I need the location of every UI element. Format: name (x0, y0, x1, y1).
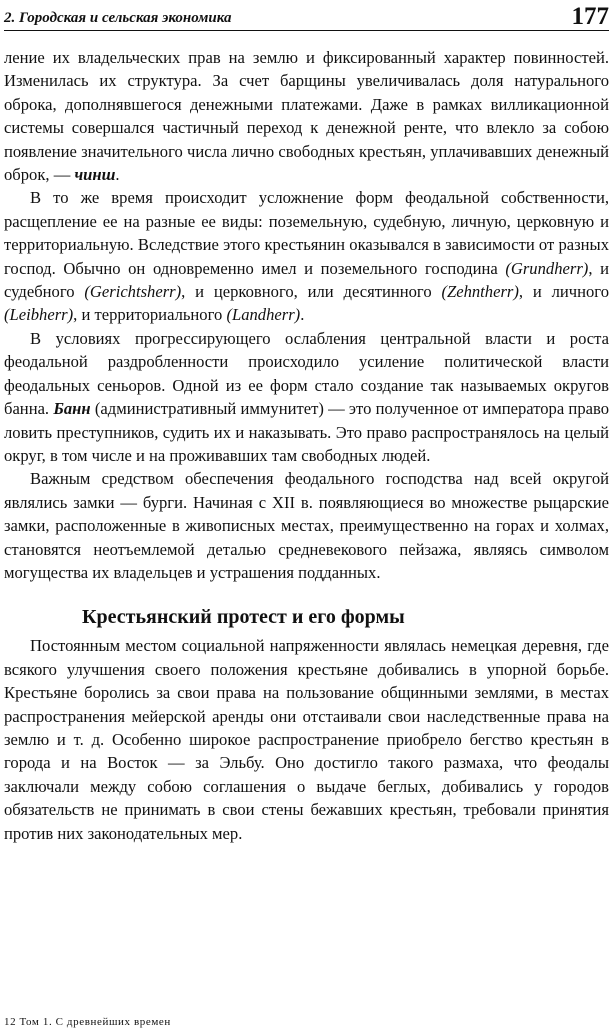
term-zehntherr: (Zehntherr) (441, 282, 519, 302)
term-landherr: (Landherr) (226, 305, 301, 325)
paragraph-1 (4, 46, 609, 186)
paragraph-2-text-e: , и территориального (73, 305, 227, 325)
paragraph-1-end: . (115, 165, 120, 185)
paragraph-3-text-b: (административный иммунитет) — это полученное от императора право ловить преступников, судить их и наказывать. Это право распространялось на целый округ, в том числе и на проживавших там свободных людей. (4, 399, 609, 465)
paragraph-5: Постоянным местом социальной напряженности являлась немецкая деревня, где всякого улучшения своего положения крестьяне добивались в упорной борьбе. Крестьяне боролись за свои права на пользование общинными землями, в местах распространения мейерской аренды они отстаивали свои наследственные права на землю и т. д. Особенно широкое распространение приобрело бегство крестьян в города и на Восток — за Эльбу. Оно достигло такого размаха, что феодалы заключали между собою соглашения о выдаче беглых, добивались у городов обязательств не принимать в свои стены бежавших крестьян, требовали принятия против них законодательных мер. (4, 636, 609, 843)
paragraph-2-text-a: В то же время происходит усложнение форм феодальной собственности, расщепление ее на разные ее виды: поземельную, судебную, личную, церковную и территориальную. Вследствие этого крестьянин оказывался в зависимости от разных господ. Обычно он одновременно имел и поземельного господина (4, 188, 609, 278)
paragraph-2-text-c: , и церковного, или десятинного (181, 282, 442, 302)
page-header (4, 2, 609, 31)
paragraph-2 (4, 186, 609, 326)
paragraph-3 (4, 327, 609, 467)
term-chinsh: чинш (74, 165, 116, 185)
term-grundherr: (Grundherr) (505, 258, 589, 278)
running-head: 2. Городская и сельская экономика (4, 10, 232, 26)
page-footer: 12 Том 1. С древнейших времен (4, 1016, 171, 1028)
paragraph-2-text-d: , и личного (518, 282, 609, 302)
body-text (4, 46, 609, 845)
paragraph-2-text-f: . (300, 305, 305, 325)
paragraph-1-text: ление их владельческих прав на землю и фиксированный характер повинностей. Изменилась их структура. За счет барщины увеличивалась доля натурального оброка, дополнявшегося денежными платежами. Даже в рамках вилликационной системы совершался частичный переход к денежной ренте, что влекло за собою появление значительного числа лично свободных крестьян, уплачивавших денежный оброк, — (4, 48, 609, 185)
term-bann: Банн (53, 399, 91, 419)
page-number: 177 (571, 3, 609, 30)
term-leibherr: (Leibherr) (4, 305, 74, 325)
paragraph-4: Важным средством обеспечения феодального господства над всей округой являлись замки — бурги. Начиная с XII в. появляющиеся во множестве рыцарские замки, расположенные в живописных местах, преимущественно на горах и холмах, становятся неотъемлемой деталью средневекового пейзажа, являясь символом могущества их владельцев и устрашения подданных. (4, 469, 609, 582)
term-gerichtsherr: (Gerichtsherr) (84, 282, 182, 302)
paragraph-2-text-b: , и судебного (4, 258, 609, 302)
section-heading: Крестьянский протест и его формы (82, 606, 405, 629)
paragraph-3-text-a: В условиях прогрессирующего ослабления центральной власти и роста феодальной раздробленности происходило усиление политической власти феодальных сеньоров. Одной из ее форм стало создание так называемых округов банна. (4, 328, 609, 419)
